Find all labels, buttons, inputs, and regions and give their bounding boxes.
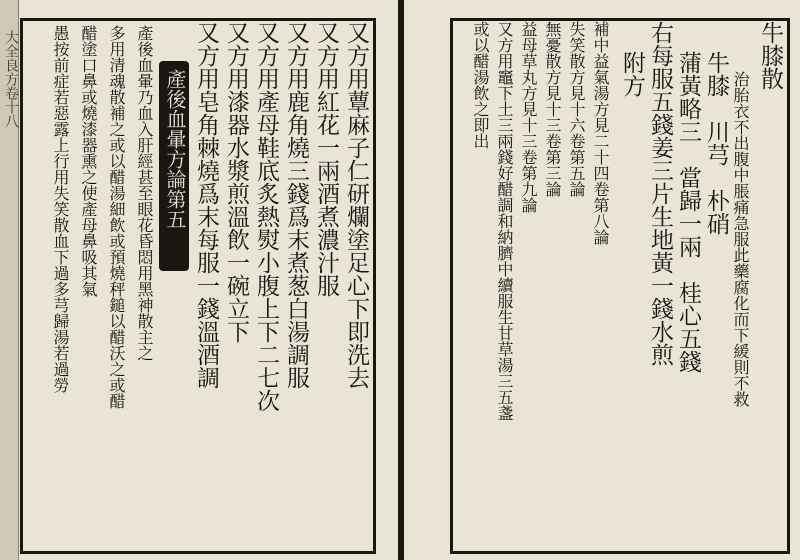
text-column: 失笑散方見十六卷第五論	[567, 21, 586, 197]
left-page	[0, 0, 398, 560]
text-column: 牛膝散	[757, 21, 783, 90]
text-column: 補中益氣湯方見二十四卷第八論	[591, 21, 610, 245]
text-column: 益母草丸方見十三卷第九論	[519, 21, 538, 213]
text-column: 又方用紅花一兩酒煮濃汁服	[313, 21, 339, 297]
left-text-frame	[20, 18, 376, 554]
text-column: 又方用皂角棘燒爲末每服一錢溫酒調	[193, 21, 219, 389]
text-column: 又方用漆器水漿煎溫飲一碗立下	[223, 21, 249, 343]
text-column: 又方用竈下土三兩錢好醋調和納臍中續服生甘草湯三五盞	[495, 21, 514, 421]
text-column: 多用清魂散補之或以醋湯細飲或預燒秤鎚以醋沃之或醋	[107, 25, 126, 409]
edge-text: 大全良方卷十八	[3, 30, 19, 128]
text-column: 又方用蕈麻子仁研爛塗足心下即洗去	[343, 21, 369, 389]
text-column: 醋塗口鼻或燒漆器熏之使產母鼻吸其氣	[79, 25, 98, 297]
text-column: 蒲黃略三 當歸一兩 桂心五錢	[675, 51, 701, 373]
text-column: 又方用產母鞋底炙熱熨小腹上下二七次	[253, 21, 279, 412]
right-text-frame	[450, 18, 790, 554]
text-column: 又方用鹿角燒三錢爲末煮葱白湯調服	[283, 21, 309, 389]
text-column: 無憂散方見十三卷第三論	[543, 21, 562, 197]
text-column: 愚按前症若惡露上行用失笑散血下過多芎歸湯若過勞	[51, 25, 70, 393]
text-column: 治胎衣不出腹中脹痛急服此藥腐化而下緩則不救	[731, 71, 750, 407]
text-column: 附方	[619, 51, 645, 97]
section-heading: 產後血暈方論第五	[163, 69, 187, 229]
text-column: 或以醋湯飲之即出	[471, 21, 490, 149]
section-heading-badge	[159, 61, 189, 271]
right-page	[404, 0, 800, 560]
text-column: 牛膝 川芎 朴硝	[703, 51, 729, 235]
text-column: 右每服五錢姜三片生地黃一錢水煎	[647, 21, 673, 366]
text-column: 產後血暈乃血入肝經甚至眼花昏悶用黑神散主之	[135, 25, 154, 361]
page-edge	[0, 0, 19, 560]
